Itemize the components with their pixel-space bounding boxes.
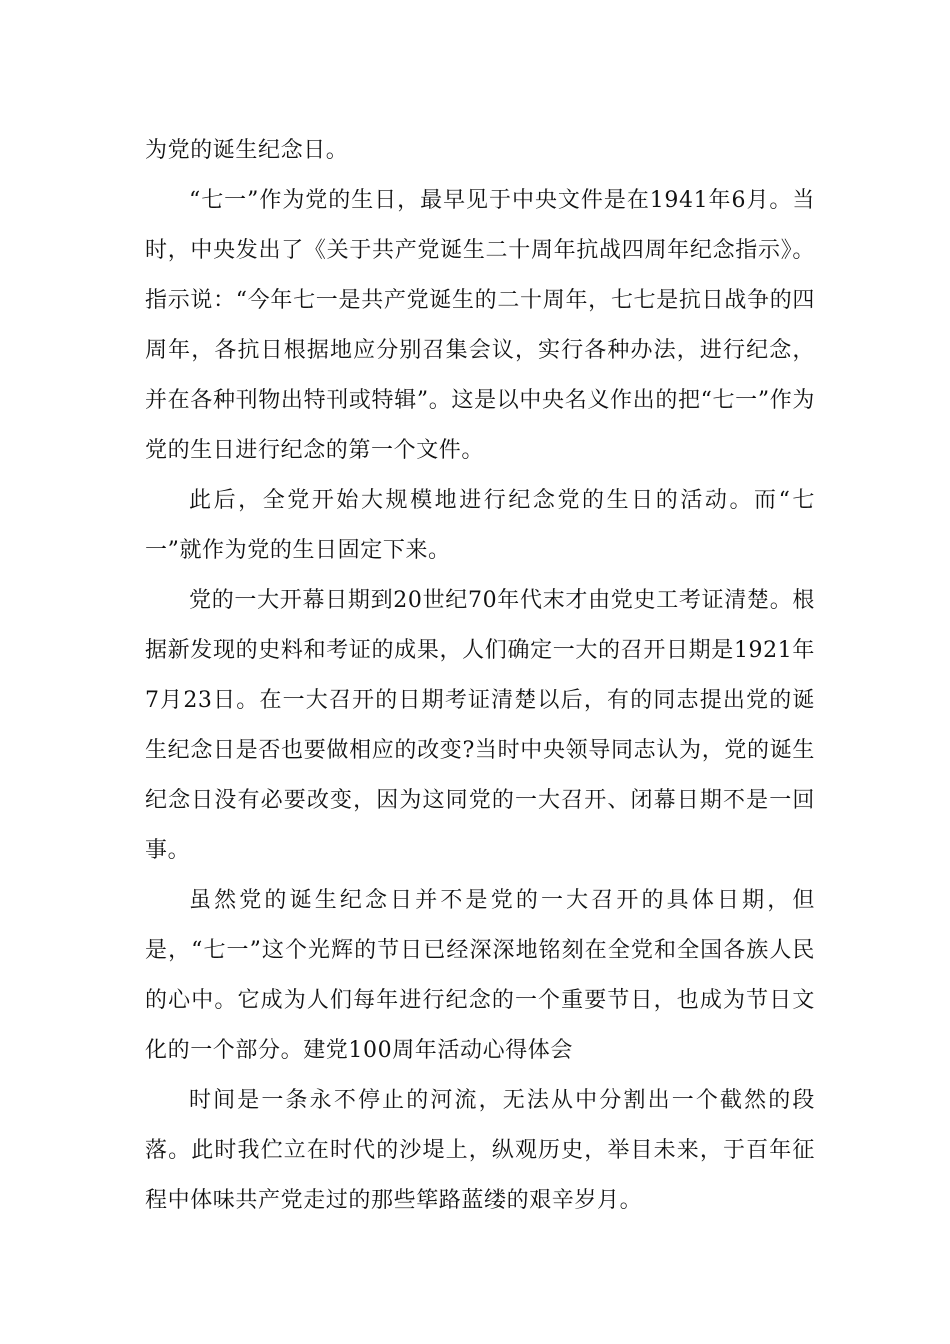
paragraph-1: 为党的诞生纪念日。 <box>145 138 349 163</box>
paragraph-3: 此后，全党开始大规模地进行纪念党的生日的活动。而“七一”就作为党的生日固定下来。 <box>145 488 815 563</box>
paragraph-4: 党的一大开幕日期到20世纪70年代末才由党史工考证清楚。根据新发现的史料和考证的成果，人们确定一大的召开日期是1921年7月23日。在一大召开的日期考证清楚以后，有的同志提出党的诞生纪念日是否也要做相应的改变?当时中央领导同志认为，党的诞生纪念日没有必要改变，因为这同党的一大召开、闭幕日期不是一回事。 <box>145 588 815 863</box>
paragraph-2: “七一”作为党的生日，最早见于中央文件是在1941年6月。当时，中央发出了《关于共产党诞生二十周年抗战四周年纪念指示》。指示说：“今年七一是共产党诞生的二十周年，七七是抗日战争的四周年，各抗日根据地应分别召集会议，实行各种办法，进行纪念，并在各种刊物出特刊或特辑”。这是以中央名义作出的把“七一”作为党的生日进行纪念的第一个文件。 <box>145 188 815 463</box>
paragraph-5: 虽然党的诞生纪念日并不是党的一大召开的具体日期，但是，“七一”这个光辉的节日已经深深地铭刻在全党和全国各族人民的心中。它成为人们每年进行纪念的一个重要节日，也成为节日文化的一个部分。建党100周年活动心得体会 <box>145 888 815 1063</box>
paragraph-6: 时间是一条永不停止的河流，无法从中分割出一个截然的段落。此时我伫立在时代的沙堤上，纵观历史，举目未来，于百年征程中体味共产党走过的那些筚路蓝缕的艰辛岁月。 <box>145 1088 815 1213</box>
document-body <box>145 126 815 1226</box>
